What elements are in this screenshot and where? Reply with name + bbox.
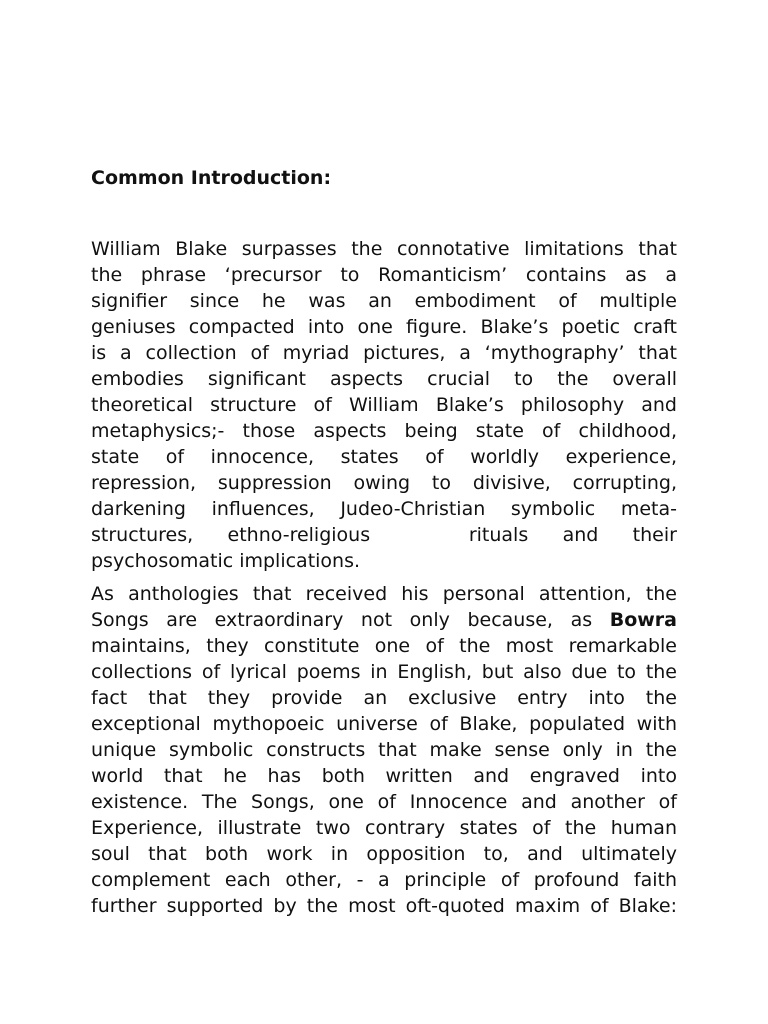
paragraph-line: As anthologies that received his personal attention, the [91, 583, 677, 605]
paragraph-line: existence. The Songs, one of Innocence and another of [91, 791, 677, 813]
paragraph-line: signifier since he was an embodiment of multiple [91, 290, 677, 312]
paragraph-intro [91, 236, 677, 574]
word: structures, [91, 524, 194, 546]
paragraph-line: repression, suppression owing to divisive, corrupting, [91, 472, 677, 494]
section-heading: Common Introduction: [91, 167, 332, 189]
paragraph-line: fact that they provide an exclusive entry into the [91, 687, 677, 709]
spacer [404, 522, 434, 548]
paragraph-line: metaphysics;- those aspects being state of childhood, [91, 420, 677, 442]
paragraph-line: embodies significant aspects crucial to the overall [91, 368, 677, 390]
paragraph-line: world that he has both written and engraved into [91, 765, 677, 787]
paragraph-line: Experience, illustrate two contrary states of the human [91, 817, 677, 839]
paragraph-line: William Blake surpasses the connotative limitations that [91, 238, 677, 260]
paragraph-line [91, 607, 677, 633]
bold-name: Bowra [609, 609, 677, 631]
paragraph-line: further supported by the most oft-quoted maxim of Blake: [91, 895, 677, 917]
paragraph-line: state of innocence, states of worldly experience, [91, 446, 677, 468]
paragraph-line: unique symbolic constructs that make sense only in the [91, 739, 677, 761]
line-text: Songs are extraordinary not only because, as [91, 609, 610, 631]
paragraph-line: soul that both work in opposition to, and ultimately [91, 843, 677, 865]
paragraph-line: theoretical structure of William Blake’s philosophy and [91, 394, 677, 416]
paragraph-line: is a collection of myriad pictures, a ‘mythography’ that [91, 342, 677, 364]
paragraph-line: darkening influences, Judeo-Christian symbolic meta- [91, 498, 677, 520]
paragraph-songs [91, 581, 677, 919]
paragraph-line: psychosomatic implications. [91, 550, 361, 572]
paragraph-line: complement each other, - a principle of profound faith [91, 869, 677, 891]
paragraph-line [91, 522, 677, 548]
paragraph-line: collections of lyrical poems in English, but also due to the [91, 661, 677, 683]
word: ethno-religious [227, 524, 371, 546]
paragraph-line: the phrase ‘precursor to Romanticism’ contains as a [91, 264, 677, 286]
word: their [632, 524, 677, 546]
paragraph-line: exceptional mythopoeic universe of Blake, populated with [91, 713, 677, 735]
word: and [562, 524, 599, 546]
word: rituals [468, 524, 529, 546]
paragraph-line: geniuses compacted into one figure. Blake’s poetic craft [91, 316, 677, 338]
paragraph-line: maintains, they constitute one of the most remarkable [91, 635, 677, 657]
